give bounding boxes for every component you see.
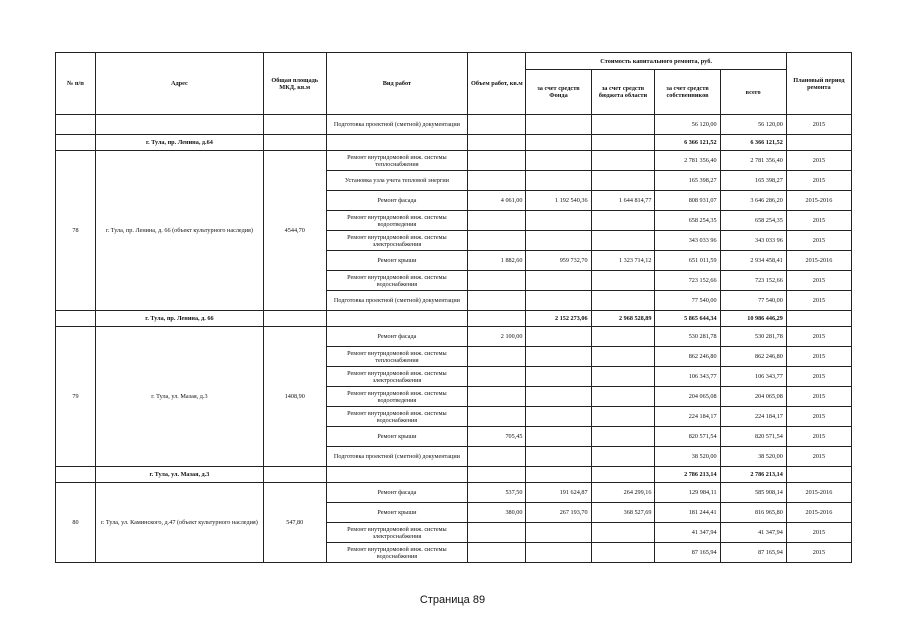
header-work: Вид работ [326,53,468,115]
address-cell: г. Тула, ул. Мазая, д.3 [95,327,263,467]
own-cell: 808 931,07 [655,191,720,211]
empty-cell [468,467,526,483]
total-cell: 204 065,08 [720,387,786,407]
budget-cell [591,231,655,251]
total-budget-cell [591,135,655,151]
work-cell: Ремонт внутридомовой инж. системы электроснабжения [326,523,468,543]
address-total-row [56,467,852,483]
work-cell: Подготовка проектной (сметной) документации [326,115,468,135]
work-cell: Ремонт внутридомовой инж. системы водоснабжения [326,271,468,291]
period-cell: 2015 [786,171,851,191]
empty-cell [786,311,851,327]
work-cell: Ремонт крыши [326,503,468,523]
total-fund-cell [526,135,591,151]
volume-cell [468,211,526,231]
volume-cell: 705,45 [468,427,526,447]
header-total: всего [720,70,786,115]
header-address: Адрес [95,53,263,115]
volume-cell [468,347,526,367]
header-own: за счет средств собственников [655,70,720,115]
fund-cell [526,271,591,291]
total-own-cell: 5 865 644,34 [655,311,720,327]
page-number: Страница 89 [419,594,486,606]
budget-cell: 1 323 714,12 [591,251,655,271]
own-cell: 820 571,54 [655,427,720,447]
own-cell: 129 984,11 [655,483,720,503]
volume-cell [468,407,526,427]
table-row [56,483,852,503]
fund-cell [526,387,591,407]
empty-cell [56,311,96,327]
fund-cell [526,327,591,347]
empty-cell [326,467,468,483]
header-cost-group: Стоимость капитального ремонта, руб. [526,53,786,70]
period-cell: 2015-2016 [786,191,851,211]
budget-cell [591,171,655,191]
row-number-cell: 80 [56,483,96,563]
period-cell: 2015-2016 [786,483,851,503]
period-cell: 2015 [786,115,851,135]
total-cell: 106 343,77 [720,367,786,387]
work-cell: Ремонт фасада [326,191,468,211]
volume-cell: 1 882,60 [468,251,526,271]
fund-cell [526,151,591,171]
budget-cell [591,447,655,467]
header-num: № п/п [56,53,96,115]
work-cell: Ремонт внутридомовой инж. системы теплоснабжения [326,151,468,171]
period-cell: 2015 [786,387,851,407]
total-budget-cell: 2 968 528,89 [591,311,655,327]
volume-cell [468,387,526,407]
total-cell: 41 347,94 [720,523,786,543]
own-cell: 165 398,27 [655,171,720,191]
period-cell: 2015 [786,427,851,447]
total-cell: 2 781 356,40 [720,151,786,171]
own-cell: 77 540,00 [655,291,720,311]
total-cell: 658 254,35 [720,211,786,231]
total-cell: 530 281,78 [720,327,786,347]
volume-cell [468,291,526,311]
address-total-row [56,311,852,327]
budget-cell [591,211,655,231]
fund-cell [526,291,591,311]
own-cell: 224 184,17 [655,407,720,427]
work-cell: Ремонт внутридомовой инж. системы теплоснабжения [326,347,468,367]
budget-cell [591,427,655,447]
own-cell: 41 347,94 [655,523,720,543]
volume-cell [468,171,526,191]
empty-cell [468,311,526,327]
budget-cell: 1 644 814,77 [591,191,655,211]
total-total-cell: 10 986 446,29 [720,311,786,327]
work-cell: Ремонт фасада [326,327,468,347]
empty-cell [263,311,326,327]
own-cell: 204 065,08 [655,387,720,407]
empty-cell [56,467,96,483]
volume-cell [468,523,526,543]
work-cell: Ремонт крыши [326,251,468,271]
own-cell: 651 011,59 [655,251,720,271]
fund-cell [526,171,591,191]
fund-cell: 191 624,87 [526,483,591,503]
area-cell: 547,80 [263,483,326,563]
own-cell: 38 520,00 [655,447,720,467]
work-cell: Установка узла учета тепловой энергии [326,171,468,191]
address-total-label: г. Тула, пр. Ленина, д.64 [95,135,263,151]
header-volume: Объем работ, кв.м [468,53,526,115]
budget-cell [591,271,655,291]
budget-cell [591,387,655,407]
own-cell: 658 254,35 [655,211,720,231]
total-cell: 224 184,17 [720,407,786,427]
own-cell: 862 246,80 [655,347,720,367]
total-cell: 816 965,80 [720,503,786,523]
total-cell: 3 646 286,20 [720,191,786,211]
fund-cell [526,407,591,427]
fund-cell [526,427,591,447]
own-cell: 87 165,94 [655,543,720,563]
own-cell: 106 343,77 [655,367,720,387]
empty-cell [326,311,468,327]
total-cell: 862 246,80 [720,347,786,367]
row-number-cell: 79 [56,327,96,467]
volume-cell: 4 061,00 [468,191,526,211]
volume-cell [468,151,526,171]
address-total-row [56,135,852,151]
own-cell: 343 033 96 [655,231,720,251]
total-cell: 56 120,00 [720,115,786,135]
work-cell: Подготовка проектной (сметной) документации [326,447,468,467]
table-header [56,53,852,115]
table-row [56,327,852,347]
fund-cell: 267 193,70 [526,503,591,523]
budget-cell: 368 527,69 [591,503,655,523]
volume-cell [468,367,526,387]
table-row [56,151,852,171]
total-cell: 165 398,27 [720,171,786,191]
total-own-cell: 6 366 121,52 [655,135,720,151]
period-cell: 2015-2016 [786,503,851,523]
repair-schedule-sheet [55,52,852,563]
period-cell: 2015 [786,211,851,231]
own-cell: 723 152,66 [655,271,720,291]
total-cell: 723 152,66 [720,271,786,291]
total-budget-cell [591,467,655,483]
fund-cell [526,367,591,387]
fund-cell: 1 192 540,36 [526,191,591,211]
total-sum-cell: 6 366 121,52 [720,135,786,151]
fund-cell [526,523,591,543]
fund-cell [526,447,591,467]
total-fund-cell [526,467,591,483]
volume-cell: 537,50 [468,483,526,503]
address-total-label: г. Тула, ул. Мазая, д.3 [95,467,263,483]
period-cell: 2015 [786,447,851,467]
total-cell: 38 520,00 [720,447,786,467]
header-budget: за счет средств бюджета области [591,70,655,115]
period-cell: 2015-2016 [786,251,851,271]
fund-cell [526,231,591,251]
own-cell: 56 120,00 [655,115,720,135]
budget-cell [591,523,655,543]
total-total-cell: 2 786 213,14 [720,467,786,483]
own-cell: 530 281,78 [655,327,720,347]
volume-cell [468,447,526,467]
work-cell: Ремонт внутридомовой инж. системы водоотведения [326,211,468,231]
fund-cell: 959 732,70 [526,251,591,271]
total-cell: 87 165,94 [720,543,786,563]
address-cell: г. Тула, пр. Ленина, д. 66 (объект культурного наследия) [95,151,263,311]
budget-cell [591,407,655,427]
empty-cell [786,467,851,483]
total-cell: 2 934 458,41 [720,251,786,271]
total-own-cell: 2 786 213,14 [655,467,720,483]
work-cell: Ремонт внутридомовой инж. системы водоснабжения [326,407,468,427]
budget-cell [591,347,655,367]
volume-cell [468,543,526,563]
address-cell: г. Тула, ул. Каминского, д.47 (объект культурного наследия) [95,483,263,563]
header-period: Плановый период ремонта [786,53,851,115]
own-cell: 2 781 356,40 [655,151,720,171]
period-cell: 2015 [786,347,851,367]
total-cell: 343 033 96 [720,231,786,251]
area-cell: 4544,70 [263,151,326,311]
budget-cell [591,543,655,563]
total-cell: 820 571,54 [720,427,786,447]
period-cell: 2015 [786,271,851,291]
work-cell: Ремонт внутридомовой инж. системы электроснабжения [326,367,468,387]
fund-cell [526,347,591,367]
budget-cell [591,151,655,171]
volume-cell: 2 100,00 [468,327,526,347]
work-cell: Ремонт внутридомовой инж. системы водоснабжения [326,543,468,563]
table-row [56,115,852,135]
own-cell: 181 244,41 [655,503,720,523]
work-cell: Ремонт крыши [326,427,468,447]
period-cell: 2015 [786,327,851,347]
period-cell: 2015 [786,151,851,171]
period-cell: 2015 [786,231,851,251]
period-cell: 2015 [786,367,851,387]
fund-cell [526,543,591,563]
address-total-label: г. Тула, пр. Ленина, д. 66 [95,311,263,327]
period-cell: 2015 [786,291,851,311]
total-cell: 77 540,00 [720,291,786,311]
total-fund-cell: 2 152 273,06 [526,311,591,327]
work-cell: Подготовка проектной (сметной) документации [326,291,468,311]
period-cell: 2015 [786,407,851,427]
budget-cell [591,367,655,387]
work-cell: Ремонт внутридомовой инж. системы электроснабжения [326,231,468,251]
repair-cost-table [55,52,852,563]
area-cell: 1408,90 [263,327,326,467]
header-area: Общая площадь МКД, кв.м [263,53,326,115]
period-cell: 2015 [786,523,851,543]
budget-cell [591,327,655,347]
budget-cell [591,291,655,311]
volume-cell [468,231,526,251]
budget-cell: 264 299,16 [591,483,655,503]
fund-cell [526,211,591,231]
row-number-cell: 78 [56,151,96,311]
volume-cell [468,271,526,291]
period-cell: 2015 [786,543,851,563]
empty-cell [263,467,326,483]
table-body [56,115,852,563]
work-cell: Ремонт внутридомовой инж. системы водоотведения [326,387,468,407]
volume-cell: 380,00 [468,503,526,523]
header-fund: за счет средств Фонда [526,70,591,115]
work-cell: Ремонт фасада [326,483,468,503]
total-cell: 585 908,14 [720,483,786,503]
